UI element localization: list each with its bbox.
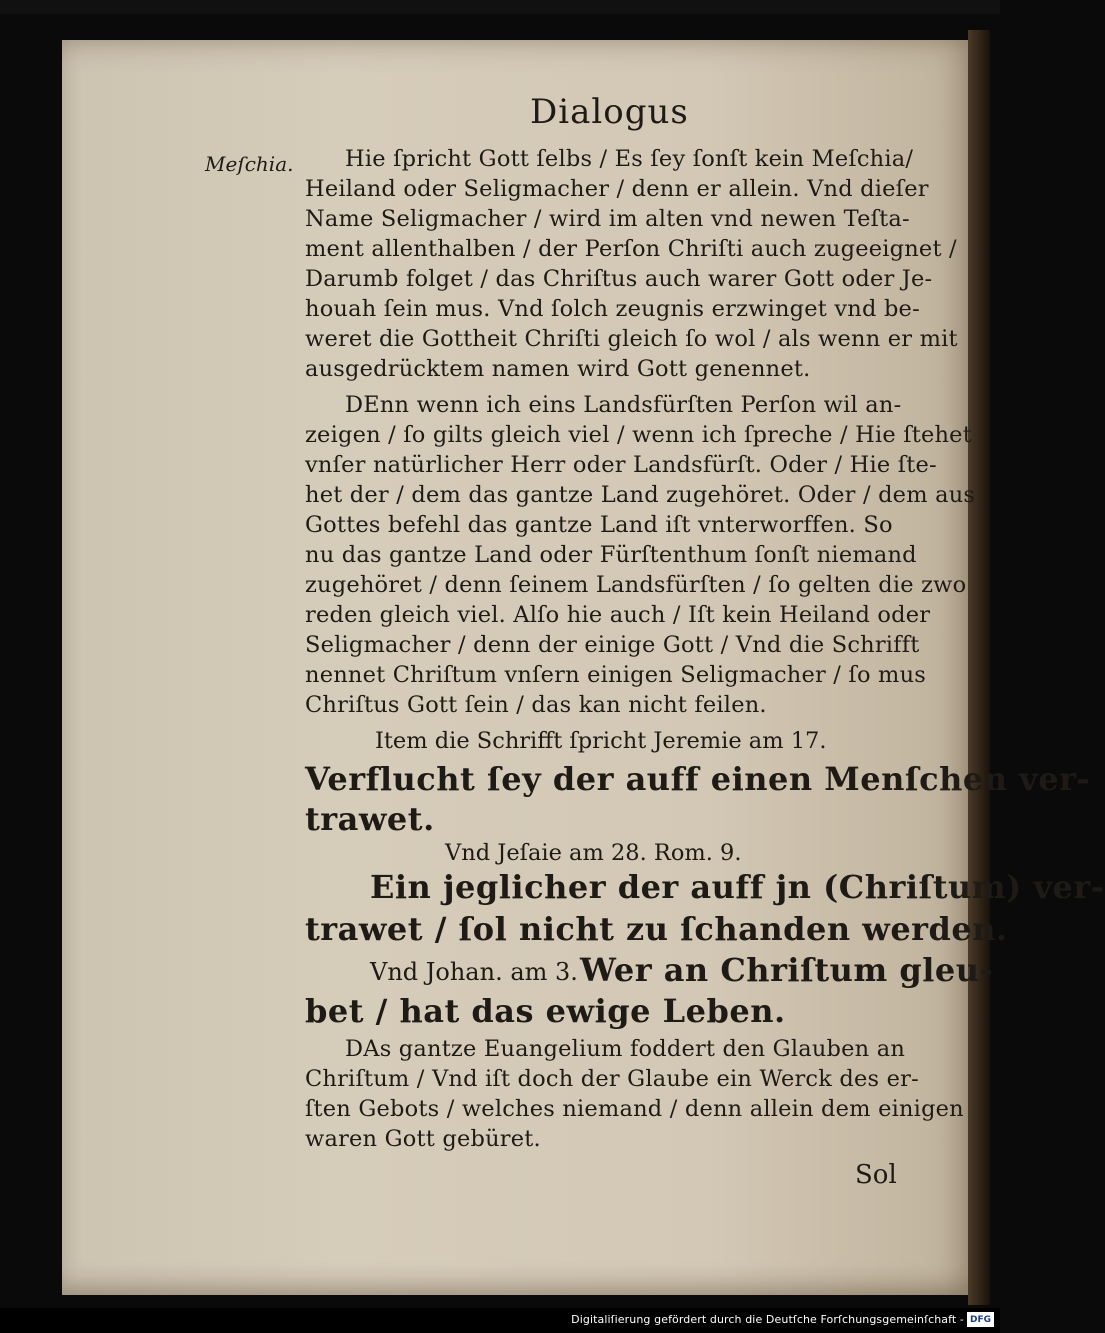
catchword: Sol bbox=[855, 1160, 897, 1190]
quote-line: Wer an Chriſtum gleu- bbox=[580, 951, 994, 989]
scan-frame-top bbox=[0, 0, 1000, 14]
running-head: Dialogus bbox=[530, 92, 689, 132]
paragraph1-line: Hie ſpricht Gott ſelbs / Es ſey ſonſt kein Meſchia/ bbox=[345, 146, 914, 172]
paragraph2-line: Chriſtus Gott ſein / das kan nicht feilen. bbox=[305, 692, 767, 718]
paragraph2-line: het der / dem das gantze Land zugehöret. Oder / dem aus bbox=[305, 482, 976, 508]
paragraph2-line: nu das gantze Land oder Fürſtenthum ſonſt niemand bbox=[305, 542, 917, 568]
quote-line: trawet. bbox=[305, 800, 435, 838]
paragraph2-line: reden gleich viel. Alſo hie auch / Iſt kein Heiland oder bbox=[305, 602, 931, 628]
paragraph2-line: nennet Chriſtum vnſern einigen Seligmacher / ſo mus bbox=[305, 662, 927, 688]
paragraph2-line: zeigen / ſo gilts gleich viel / wenn ich ſpreche / Hie ſtehet bbox=[305, 422, 972, 448]
paragraph2-line: vnſer natürlicher Herr oder Landsfürſt. Oder / Hie ſte- bbox=[305, 452, 937, 478]
paragraph1-line: weret die Gottheit Chriſti gleich ſo wol / als wenn er mit bbox=[305, 326, 958, 352]
digitization-credit: Digitaliſierung gefördert durch die Deutſche Forſchungsgemeinſchaft - bbox=[571, 1313, 964, 1326]
paragraph1-line: Darumb folget / das Chriſtus auch warer Gott oder Je- bbox=[305, 266, 933, 292]
quote-line: bet / hat das ewige Leben. bbox=[305, 992, 786, 1030]
margin-note: Meſchia. bbox=[205, 152, 294, 176]
paragraph1-line: houah ſein mus. Vnd ſolch zeugnis erzwinget vnd be- bbox=[305, 296, 920, 322]
paragraph3-line: waren Gott gebüret. bbox=[305, 1126, 541, 1152]
paragraph3-line: DAs gantze Euangelium foddert den Glauben an bbox=[345, 1036, 906, 1062]
quote-reference: Item die Schrifft ſpricht Jeremie am 17. bbox=[375, 728, 827, 754]
quote-line: Verflucht ſey der auff einen Menſchen ver- bbox=[305, 760, 1091, 798]
paragraph2-line: Gottes befehl das gantze Land iſt vnterworffen. So bbox=[305, 512, 893, 538]
paragraph2-line: DEnn wenn ich eins Landsfürſten Perſon wil an- bbox=[345, 392, 902, 418]
paragraph1-line: ment allenthalben / der Perſon Chriſti auch zugeeignet / bbox=[305, 236, 957, 262]
quote-line: trawet / ſol nicht zu ſchanden werden. bbox=[305, 910, 1008, 948]
paragraph3-line: ſten Gebots / welches niemand / denn allein dem einigen bbox=[305, 1096, 964, 1122]
paragraph1-line: ausgedrücktem namen wird Gott genennet. bbox=[305, 356, 811, 382]
paragraph3-line: Chriſtum / Vnd iſt doch der Glaube ein Werck des er- bbox=[305, 1066, 919, 1092]
paragraph1-line: Name Seligmacher / wird im alten vnd newen Teſta- bbox=[305, 206, 910, 232]
page-binding-edge bbox=[968, 30, 990, 1305]
paragraph2-line: zugehöret / denn ſeinem Landsfürſten / ſo gelten die zwo bbox=[305, 572, 967, 598]
paragraph2-line: Seligmacher / denn der einige Gott / Vnd die Schrifft bbox=[305, 632, 920, 658]
quote-reference: Vnd Jeſaie am 28. Rom. 9. bbox=[445, 840, 742, 866]
dfg-logo-icon: DFG bbox=[967, 1312, 994, 1327]
quote-line: Ein jeglicher der auff jn (Chriſtum) ver- bbox=[370, 868, 1105, 906]
paragraph1-line: Heiland oder Seligmacher / denn er allein. Vnd dieſer bbox=[305, 176, 929, 202]
quote-reference: Vnd Johan. am 3. bbox=[370, 958, 578, 986]
